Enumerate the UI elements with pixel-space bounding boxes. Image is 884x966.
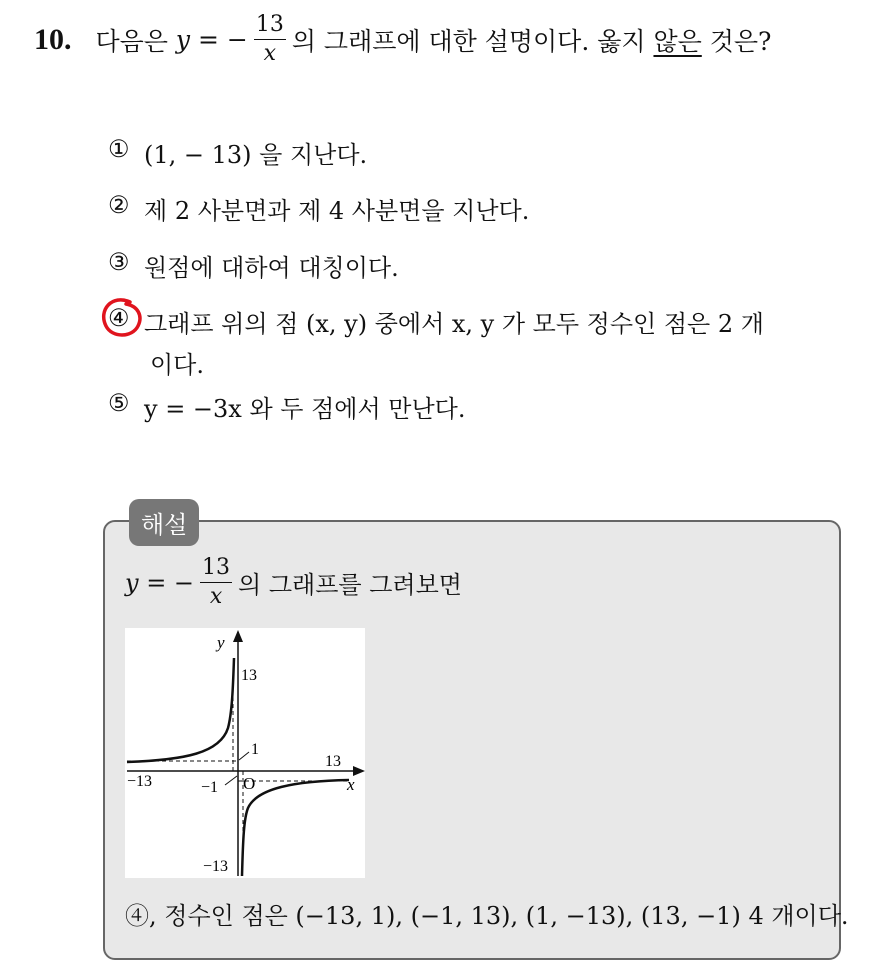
question-number: 10. bbox=[34, 22, 72, 56]
choice-4[interactable] bbox=[108, 304, 764, 380]
fraction-denominator: x bbox=[209, 584, 223, 609]
y-axis-label: y bbox=[217, 633, 225, 652]
x-axis-arrow-icon bbox=[353, 766, 365, 776]
choice-marker: ③ bbox=[108, 248, 130, 276]
pointer-line bbox=[225, 776, 237, 785]
choice-text: 원점에 대하여 대칭이다. bbox=[144, 254, 399, 282]
x-axis-label: x bbox=[347, 775, 355, 794]
choice-3[interactable] bbox=[108, 248, 399, 283]
hyperbola-graph bbox=[125, 628, 365, 878]
question-line bbox=[34, 14, 771, 65]
choice-marker-circled bbox=[108, 304, 144, 339]
choice-2[interactable] bbox=[108, 191, 529, 226]
neg-one-label: −1 bbox=[201, 779, 219, 796]
question-underlined: 않은 bbox=[653, 26, 702, 56]
y-top-label: 13 bbox=[241, 667, 257, 684]
solution-tag: 해설 bbox=[129, 499, 199, 546]
fraction-numerator: 13 bbox=[254, 14, 286, 40]
choice-text-line2: 이다. bbox=[150, 351, 204, 379]
solution-line bbox=[125, 557, 462, 608]
choice-marker-text: ④ bbox=[108, 304, 130, 332]
choice-1[interactable] bbox=[108, 135, 367, 170]
solution-line-text: 의 그래프를 그려보면 bbox=[238, 571, 462, 599]
choice-marker: ⑤ bbox=[108, 389, 130, 417]
one-label: 1 bbox=[251, 741, 259, 758]
question-end: 것은? bbox=[709, 26, 772, 56]
choice-text: y = −3x 와 두 점에서 만난다. bbox=[144, 395, 466, 423]
y-axis-arrow-icon bbox=[233, 630, 243, 642]
choice-text: 제 2 사분면과 제 4 사분면을 지난다. bbox=[144, 197, 530, 225]
choice-marker: ② bbox=[108, 191, 130, 219]
hyperbola-branch-left bbox=[127, 658, 234, 762]
hyperbola-branch-right bbox=[242, 780, 349, 876]
choice-text: (1, − 13) 을 지난다. bbox=[144, 141, 368, 169]
pointer-line bbox=[239, 752, 249, 760]
fraction-numerator: 13 bbox=[200, 557, 232, 583]
x-left-label: −13 bbox=[127, 773, 153, 790]
question-prefix: 다음은 bbox=[95, 26, 168, 56]
y-bottom-label: −13 bbox=[203, 858, 229, 875]
graph-svg bbox=[125, 628, 365, 878]
solution-eq-lhs: y = − bbox=[125, 568, 195, 597]
choice-marker: ① bbox=[108, 135, 130, 163]
solution-answer: ④, 정수인 점은 (−13, 1), (−1, 13), (1, −13), (13, −1) 4 개이다. bbox=[125, 902, 849, 930]
choice-text-line1: 그래프 위의 점 (x, y) 중에서 x, y 가 모두 정수인 점은 2 개 bbox=[144, 310, 764, 338]
choice-5[interactable] bbox=[108, 389, 465, 424]
solution-fraction bbox=[200, 557, 232, 608]
fraction-denominator: x bbox=[263, 41, 277, 66]
question-text: 의 그래프에 대한 설명이다. 옳지 bbox=[291, 26, 646, 56]
equation-lhs: y = − bbox=[175, 25, 248, 54]
equation-fraction bbox=[254, 14, 286, 65]
x-right-label: 13 bbox=[325, 753, 341, 770]
origin-label: O bbox=[243, 774, 256, 793]
